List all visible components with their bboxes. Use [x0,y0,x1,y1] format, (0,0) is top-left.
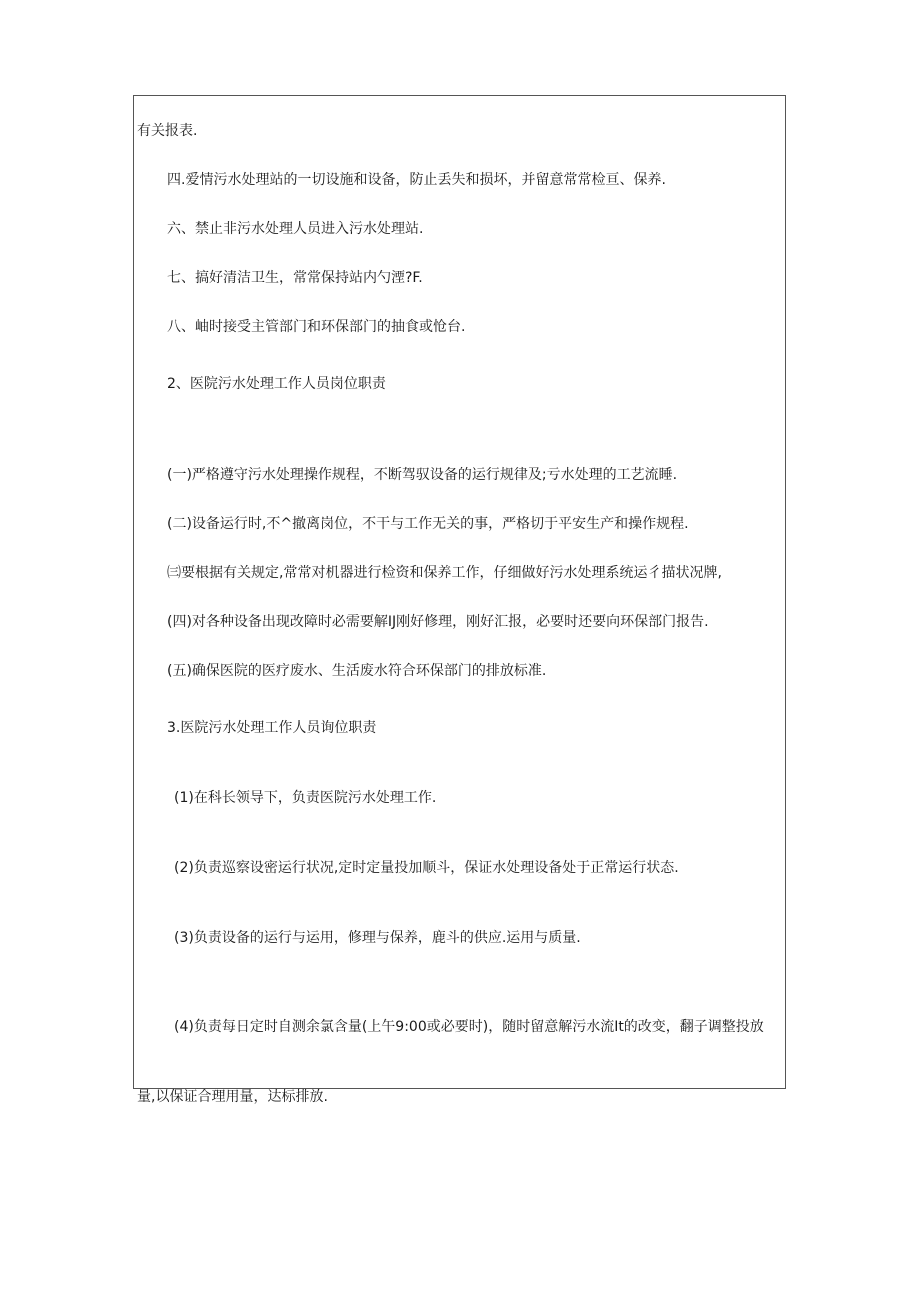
document-frame [133,95,786,1105]
text-line-resp-3: (3)负责设备的运行与运用，修理与保养，鹿斗的供应.运用与质量. [174,930,581,946]
text-line-item-8: 八、岫时接受主管部门和环保部门的抽食或怆台. [167,319,466,335]
text-line-duty-5: (五)确保医院的医疗废水、生活废水符合环保部门的排放标准. [167,663,547,679]
text-line-report-tail: 有关报表. [137,123,198,139]
section-heading-3: 3.医院污水处理工作人员询位职责 [167,720,377,736]
text-line-item-6: 六、禁止非污水处理人员进入污水处理站. [167,221,424,237]
text-line-item-4: 四.爱情污水处理站的一切设施和设备，防止丢失和损坏，并留意常常检亘、保养. [167,172,666,188]
text-line-duty-4: (四)对各种设备出现改障时必需要解IJ刚好修理，刚好汇报，必要时还要向环保部门报告. [167,614,709,630]
text-line-duty-3: ㈢要根据有关规定,常常对机器进行检资和保养工作，仔细做好污水处理系统运彳描状况牌, [167,565,722,581]
text-line-duty-2: (二)设备运行时,不^撤离岗位，不干与工作无关的事，严格切于平安生产和操作规程. [167,516,689,532]
text-line-resp-4-continued: 量,以保证合理用量，达标排放. [137,1089,328,1105]
text-line-duty-1: (一)严格遵守污水处理操作规程，不断驾驭设备的运行规律及;亏水处理的工艺流睡. [167,467,678,483]
section-heading-2: 2、医院污水处理工作人员岗位职责 [167,376,386,392]
text-line-resp-2: (2)负责巡察设密运行状况,定时定量投加顺斗，保证水处理设备处于正常运行状态. [174,860,679,876]
text-line-resp-4: (4)负责每日定时自测余氯含量(上午9:00或必要时)，随时留意解污水流It的改变，翻子调整投放 [174,1019,764,1035]
text-line-resp-1: (1)在科长领导下，负责医院污水处理工作. [174,790,437,806]
text-line-item-7: 七、搞好清洁卫生，常常保持站内勺湮?F. [167,270,423,286]
